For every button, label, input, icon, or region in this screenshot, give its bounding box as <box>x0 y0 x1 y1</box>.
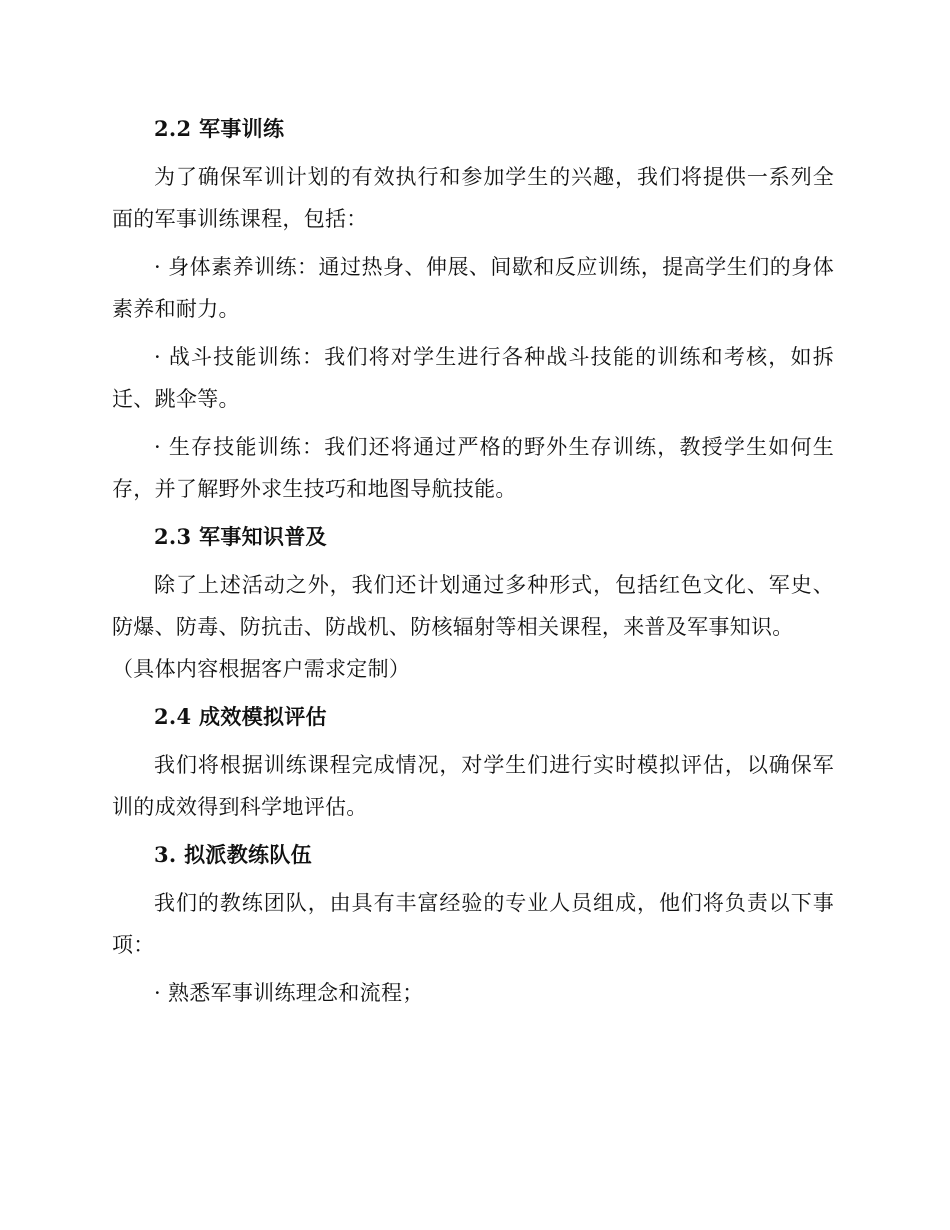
bullet-combat: · 战斗技能训练：我们将对学生进行各种战斗技能的训练和考核，如拆迁、跳伞等。 <box>112 345 834 411</box>
document-body <box>112 108 834 1020</box>
para-knowledge: 除了上述活动之外，我们还计划通过多种形式，包括红色文化、军史、防爆、防毒、防抗击、防战机、防核辐射等相关课程，来普及军事知识。 <box>112 573 834 639</box>
heading-3: 3. 拟派教练队伍 <box>154 842 312 867</box>
para-team: 我们的教练团队，由具有丰富经验的专业人员组成，他们将负责以下事项： <box>112 891 834 957</box>
heading-2-4: 2.4 成效模拟评估 <box>154 704 327 729</box>
bullet-familiar: · 熟悉军事训练理念和流程； <box>154 981 424 1005</box>
heading-2-2: 2.2 军事训练 <box>154 116 285 141</box>
para-training-intro: 为了确保军训计划的有效执行和参加学生的兴趣，我们将提供一系列全面的军事训练课程，包括： <box>112 165 834 231</box>
heading-2-3: 2.3 军事知识普及 <box>154 524 327 549</box>
para-evaluation: 我们将根据训练课程完成情况，对学生们进行实时模拟评估，以确保军训的成效得到科学地评估。 <box>112 753 834 819</box>
bullet-survival: · 生存技能训练：我们还将通过严格的野外生存训练，教授学生如何生存，并了解野外求生技巧和地图导航技能。 <box>112 435 834 501</box>
note-custom: （具体内容根据客户需求定制） <box>112 657 411 681</box>
bullet-physical: · 身体素养训练：通过热身、伸展、间歇和反应训练，提高学生们的身体素养和耐力。 <box>112 255 834 321</box>
